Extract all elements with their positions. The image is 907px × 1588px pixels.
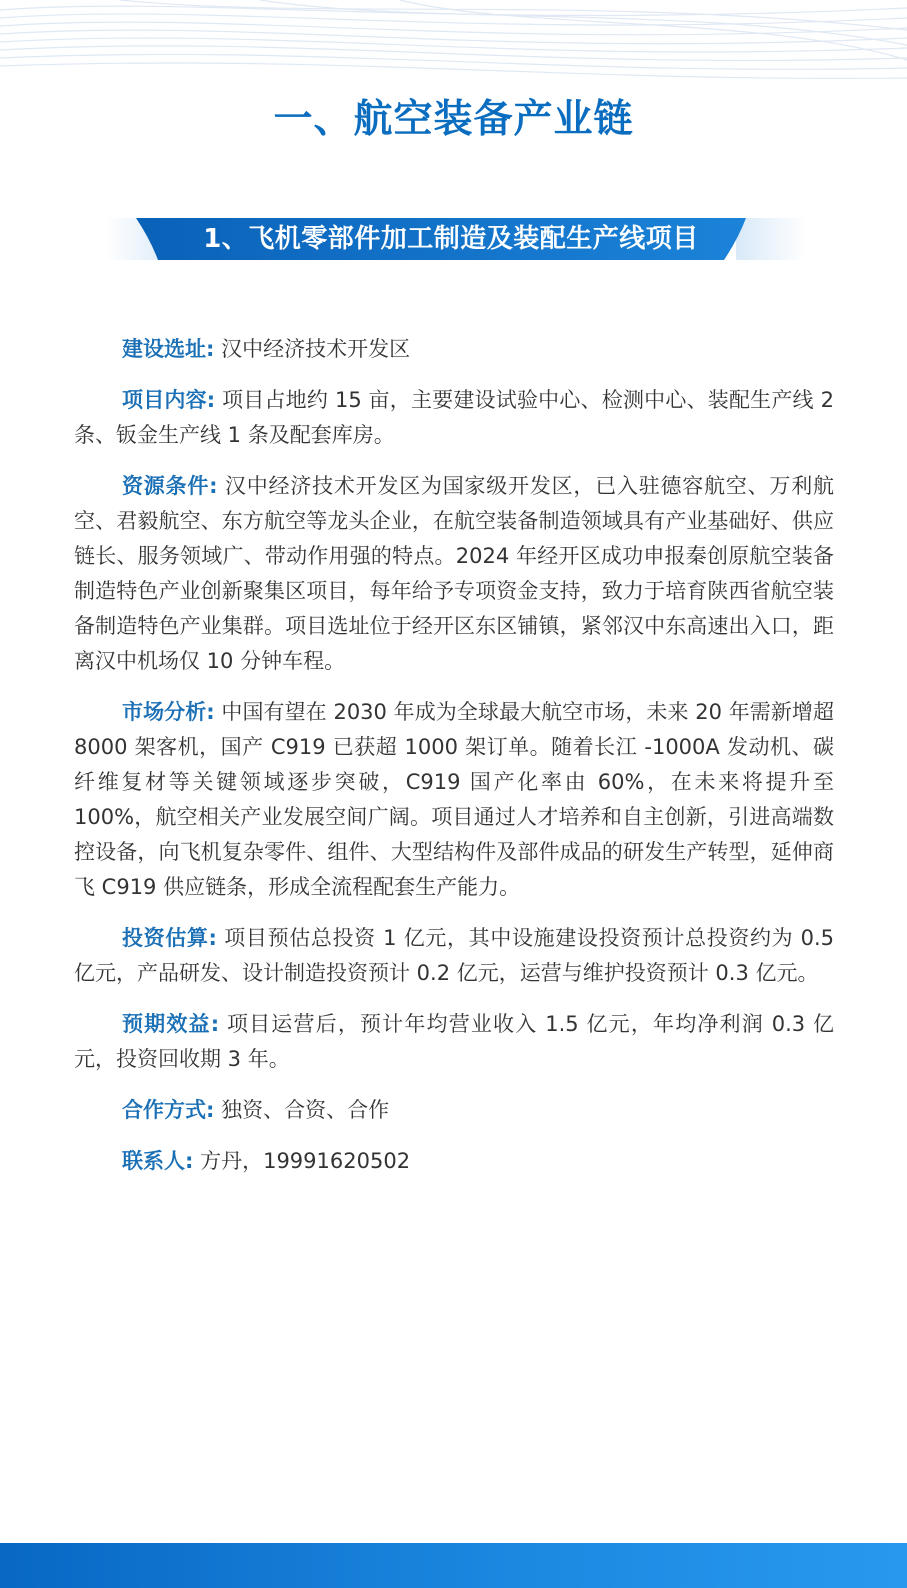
field-label: 建设选址: [122,337,215,361]
field-label: 资源条件: [122,474,218,498]
field-value: 项目预估总投资 1 亿元，其中设施建设投资预计总投资约为 0.5 亿元，产品研发、设计制造投资预计 0.2 亿元，运营与维护投资预计 0.3 亿元。 [74,926,834,985]
project-details [74,332,834,1195]
field-contact [74,1144,834,1179]
field-value: 独资、合资、合作 [214,1098,390,1122]
field-value: 项目运营后，预计年均营业收入 1.5 亿元，年均净利润 0.3 亿元，投资回收期 3 年。 [74,1012,834,1071]
field-benefits [74,1007,834,1077]
field-value: 汉中经济技术开发区 [214,337,411,361]
field-label: 项目内容: [122,388,216,412]
field-content [74,383,834,453]
field-label: 投资估算: [122,926,217,950]
field-cooperation [74,1093,834,1128]
field-value: 汉中经济技术开发区为国家级开发区，已入驻德容航空、万利航空、君毅航空、东方航空等龙头企业，在航空装备制造领域具有产业基础好、供应链长、服务领域广、带动作用强的特点。2024 年经开区成功申报秦创原航空装备制造特色产业创新聚集区项目，每年给予专项资金支持，致力于培育陕西省航空装备制造特色产业集群。项目选址位于经开区东区铺镇，紧邻汉中东高速出入口，距离汉中机场仅 10 分钟车程。 [74,474,834,673]
field-value: 项目占地约 15 亩，主要建设试验中心、检测中心、装配生产线 2 条、钣金生产线 1 条及配套库房。 [74,388,834,447]
section-banner [106,214,806,264]
field-label: 合作方式: [122,1098,215,1122]
footer-band [0,1543,907,1588]
header-wave-decoration [0,0,907,90]
page-title: 一、航空装备产业链 [273,97,634,142]
field-value: 中国有望在 2030 年成为全球最大航空市场，未来 20 年需新增超 8000 架客机，国产 C919 已获超 1000 架订单。随着长江 -1000A 发动机、碳纤维复材等关键领域逐步突破，C919 国产化率由 60%，在未来将提升至 100%，航空相关产业发展空间广阔。项目通过人才培养和自主创新，引进高端数控设备，向飞机复杂零件、组件、大型结构件及部件成品的研发生产转型，延伸商飞 C919 供应链条，形成全流程配套生产能力。 [74,700,834,899]
field-label: 预期效益: [122,1012,220,1036]
field-market [74,695,834,905]
field-site [74,332,834,367]
section-title: 1、飞机零部件加工制造及装配生产线项目 [203,224,699,254]
field-value: 方丹，19991620502 [193,1149,411,1173]
field-resources [74,469,834,679]
field-investment [74,921,834,991]
field-label: 联系人: [122,1149,194,1173]
field-label: 市场分析: [122,700,215,724]
